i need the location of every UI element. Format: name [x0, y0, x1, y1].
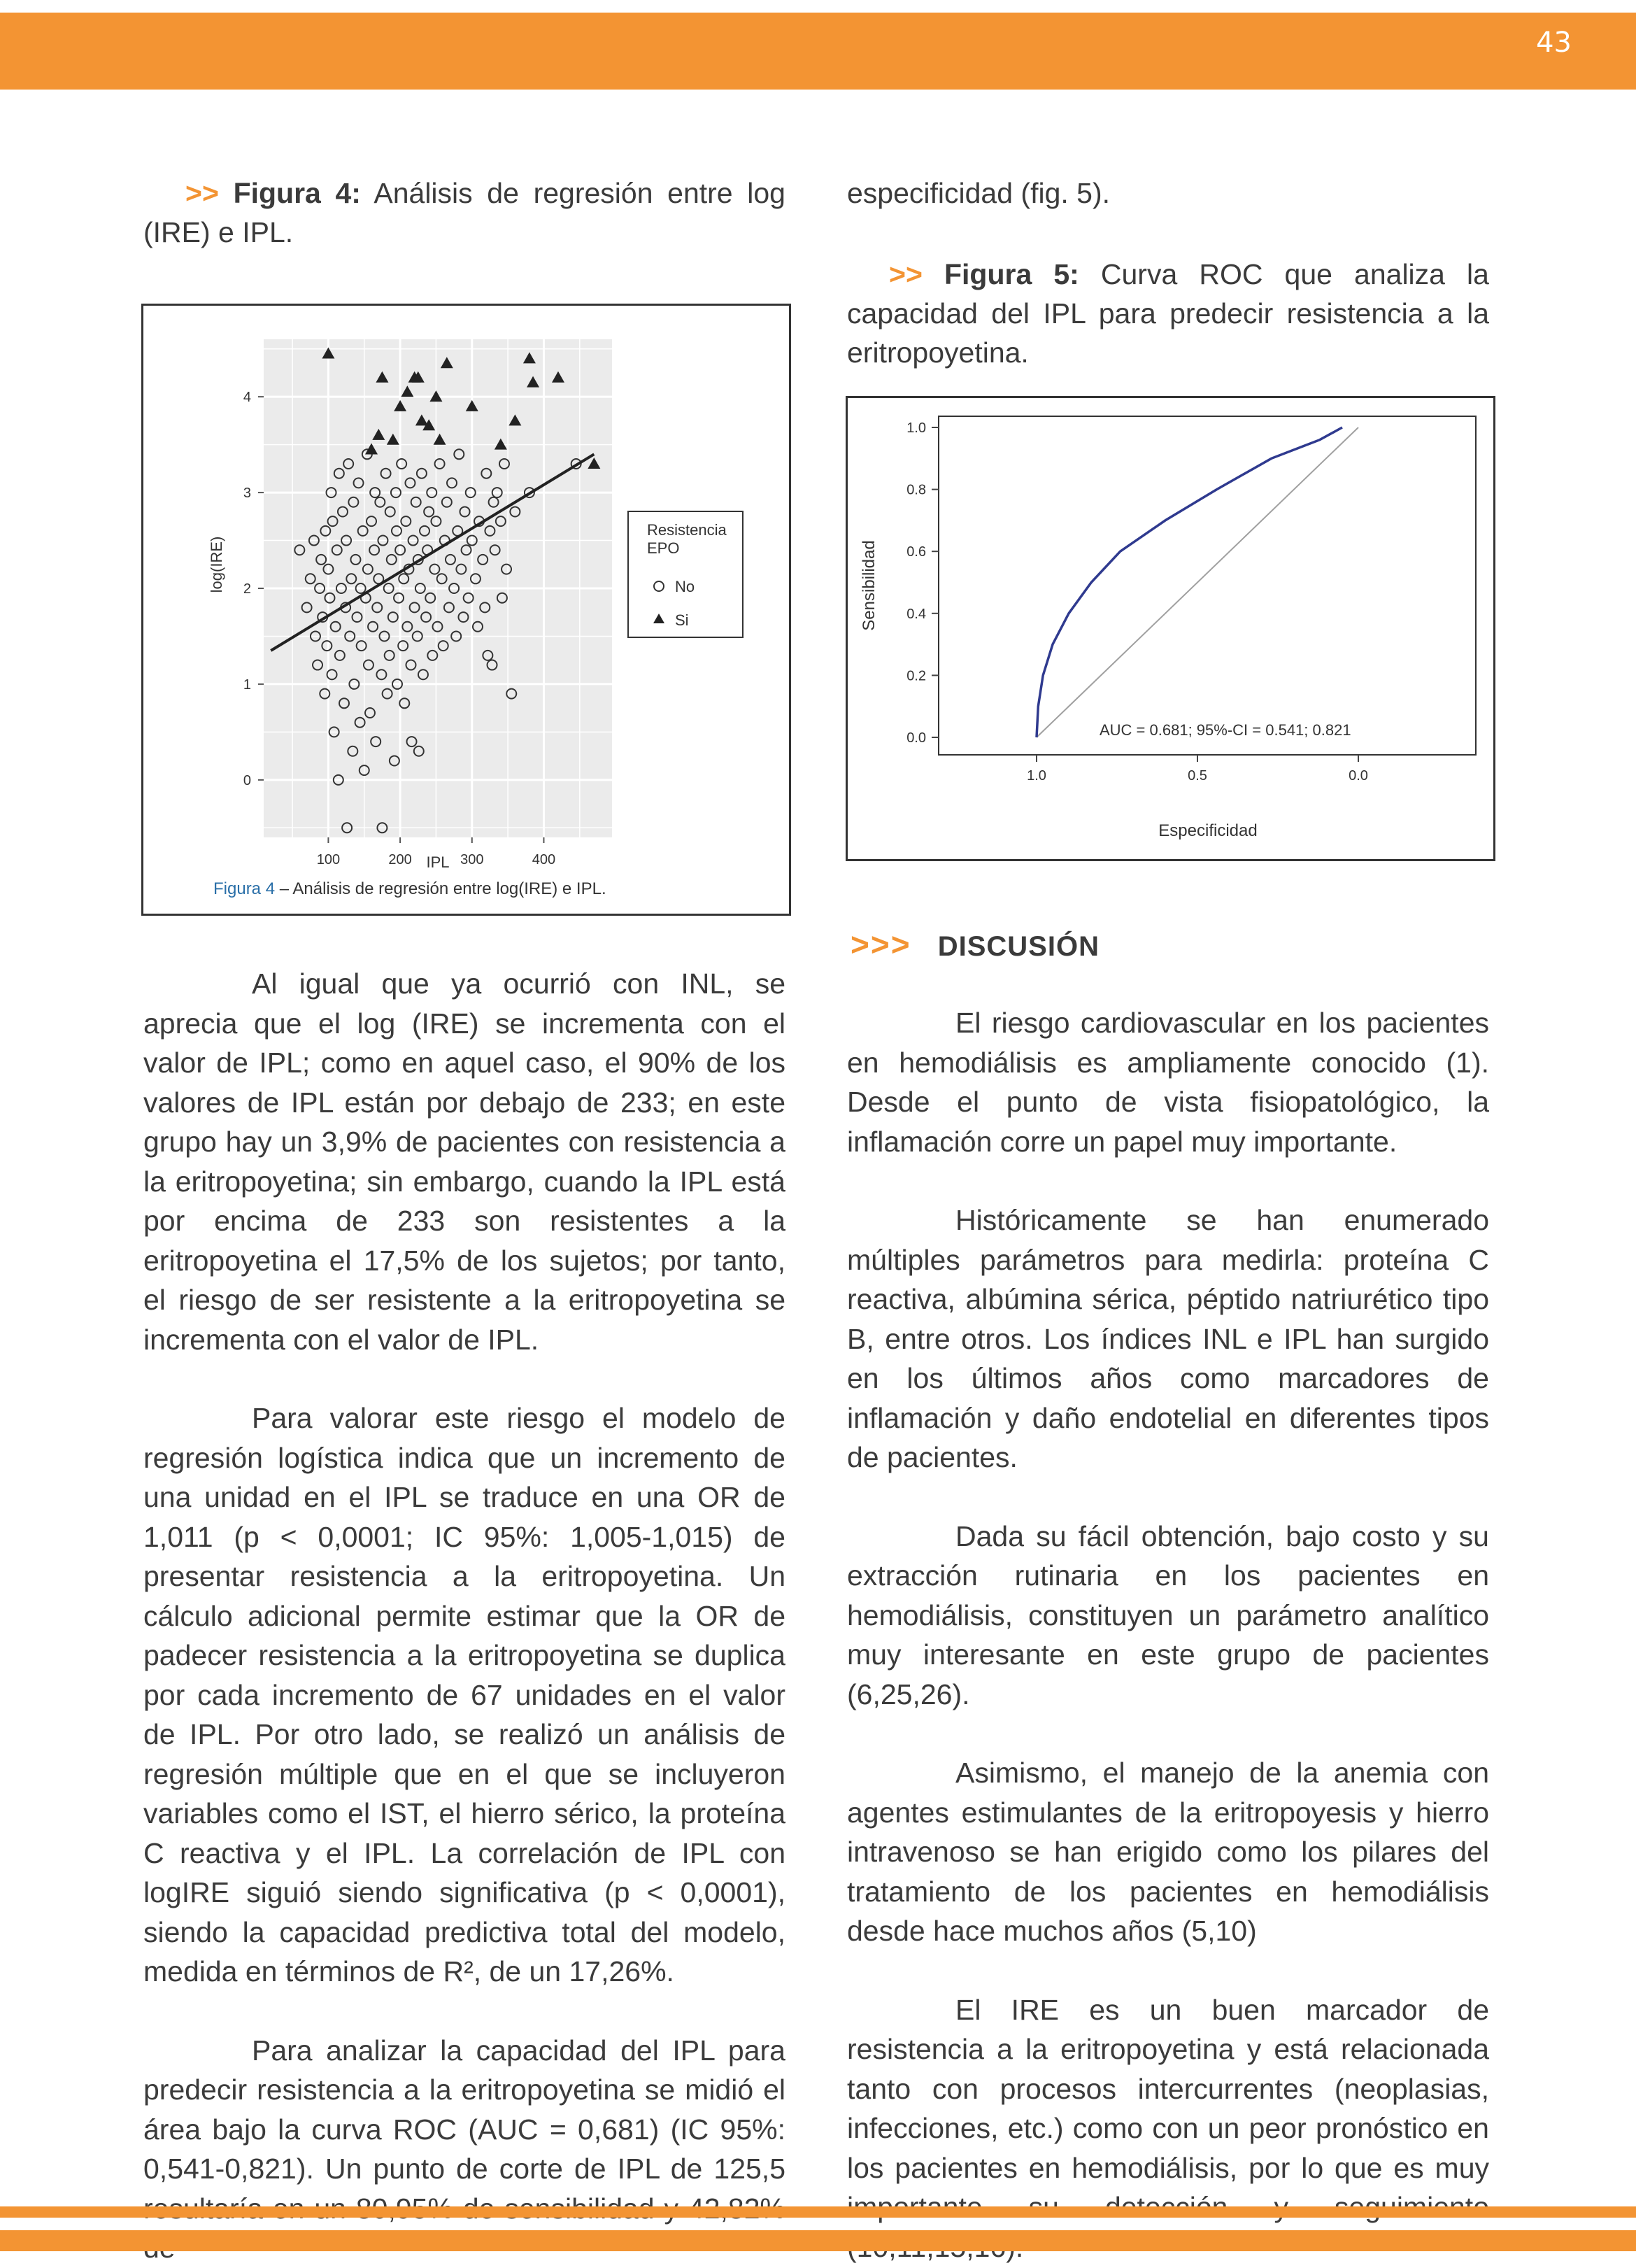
- section-heading: [851, 926, 1100, 963]
- section-title: DISCUSIÓN: [937, 931, 1100, 962]
- fig4-text: Análisis de regresión entre log (IRE) e IPL.: [143, 177, 785, 248]
- fig5-text: Curva ROC que analiza la capacidad del IPL para predecir resistencia a la eritropoyetina.: [847, 258, 1489, 369]
- y-tick-label: 0.4: [906, 606, 926, 622]
- figure-4-box: [141, 304, 791, 916]
- legend: [628, 511, 743, 637]
- roc-curve-plot: [848, 398, 1493, 859]
- footer-bar-thin: [0, 2206, 1636, 2218]
- x-tick-label: 0.0: [1349, 768, 1368, 784]
- x-tick-label: 400: [532, 852, 556, 867]
- page-number: 43: [1536, 27, 1572, 59]
- left-paragraph: Para analizar la capacidad del IPL para predecir resistencia a la eritropoyetina se midió el área bajo la curva ROC (AUC = 0,681) (IC 95%: 0,541-0,821). Un punto de corte de IPL de 125,5: [143, 2034, 785, 2185]
- legend-title-2: EPO: [647, 539, 680, 557]
- y-tick-label: 3: [243, 486, 251, 502]
- fig5-arrow: >>: [889, 258, 923, 290]
- legend-no-label: No: [675, 578, 695, 595]
- legend-si-label: Si: [675, 611, 689, 629]
- figure-5-box: [846, 396, 1495, 861]
- x-tick-label: 1.0: [1027, 768, 1046, 784]
- x-axis-label: IPL: [426, 853, 450, 871]
- fig4-label: Figura 4:: [233, 177, 361, 209]
- y-tick-label: 1.0: [906, 420, 926, 436]
- auc-annotation: AUC = 0.681; 95%-CI = 0.541; 0.821: [1100, 721, 1351, 739]
- figure-4-inner-caption: Figura 4 – Análisis de regresión entre log(IRE) e IPL.: [213, 879, 606, 898]
- right-paragraph: Dada su fácil obtención, bajo costo y su extracción rutinaria en los pacientes en hemodiálisis, constituyen un parámetro analítico muy interesante en este grupo de pacientes (6,25,26).: [847, 1519, 1489, 1710]
- y-tick-label: 0.8: [906, 482, 926, 498]
- y-tick-label: 1: [243, 676, 251, 693]
- x-tick-label: 200: [388, 852, 412, 867]
- left-paragraph: Para valorar este riesgo el modelo de regresión logística indica que un incremento de una unidad en el IPL se traduce en una OR de 1,011 (p < 0,0001; IC 95%: 1,005-1,015) de presentar resistencia a la eritropoyetina. Un cálculo adicional permite estimar que la OR de padecer resistencia a la eritropoyetina se duplica por cada incremento de 67 unidades en el valor de IPL. Por otro lado, se realizó un análisis de regresión múltiple que en el que se incluyeron variables como el IST, el hierro sérico, la proteína C reactiva y el IPL. La correlación de IPL con logIRE siguió siendo significativa (p < 0,0001), siendo la capacidad predictiva total del modelo, medida en términos de R², de un 17,26%.: [143, 1402, 785, 1987]
- left-column-text: [143, 964, 785, 2268]
- y-tick-label: 2: [243, 581, 251, 597]
- x-axis-label: Especificidad: [1158, 821, 1258, 840]
- section-arrow: >>>: [851, 926, 911, 963]
- x-tick-label: 100: [316, 852, 341, 867]
- legend-title-1: Resistencia: [647, 521, 727, 539]
- y-tick-label: 0.6: [906, 544, 926, 560]
- y-tick-label: 0.0: [906, 730, 926, 746]
- y-tick-label: 0.2: [906, 668, 926, 684]
- y-axis-label: log(IRE): [208, 536, 225, 593]
- fig5-caption: [847, 255, 1489, 372]
- fig4-caption: [143, 173, 785, 252]
- fig5-pre-text: especificidad (fig. 5).: [847, 177, 1111, 209]
- y-axis-label: Sensibilidad: [860, 540, 879, 631]
- x-tick-label: 0.5: [1188, 768, 1207, 784]
- header-bar: [0, 13, 1636, 90]
- footer-bar: [0, 2230, 1636, 2251]
- fig4-arrow: >>: [185, 177, 219, 209]
- x-tick-label: 300: [460, 852, 484, 867]
- right-paragraph: El riesgo cardiovascular en los pacientes en hemodiálisis es ampliamente conocido (1). Desde el punto de vista fisiopatológico, la inflamación corre un papel muy importante.: [847, 1007, 1489, 1158]
- scatter-plot: [143, 306, 789, 914]
- left-paragraph: Al igual que ya ocurrió con INL, se aprecia que el log (IRE) se incrementa con el valor de IPL; como en aquel caso, el 90% de los valores de IPL están por debajo de 233; en este grupo hay un 3,9% de pacientes con resistencia a la eritropoyetina; sin embargo, cuando la IPL está por encima de 233 son resistentes a la eritropoyetina el 17,5% de los sujetos; por tanto, el riesgo de ser resistente a la eritropoyetina se incrementa con el valor de IPL.: [143, 968, 785, 1356]
- right-paragraph: El IRE es un buen marcador de resistencia a la eritropoyetina y está relacionada tanto con procesos intercurrentes (neoplasias, infecciones, etc.) como con un peor pronóstico en los pacientes en hemodiálisis, por lo que es muy: [847, 1993, 1489, 2184]
- right-paragraph: Asimismo, el manejo de la anemia con agentes estimulantes de la eritropoyesis y hierro intravenoso se han erigido como los pilares del tratamiento de los pacientes en hemodiálisis desde hace muchos años (5,10): [847, 1757, 1489, 1947]
- right-column-text: [847, 1003, 1489, 2267]
- right-paragraph: Históricamente se han enumerado múltiples parámetros para medirla: proteína C reactiva, albúmina sérica, péptido natriurético tipo B, entre otros. Los índices INL e IPL han surgido en los últimos años como marcadores de inflamación y daño endotelial en diferentes tipos de pacientes.: [847, 1204, 1489, 1473]
- y-tick-label: 0: [243, 772, 251, 788]
- fig5-label: Figura 5:: [944, 258, 1079, 290]
- y-tick-label: 4: [243, 390, 251, 406]
